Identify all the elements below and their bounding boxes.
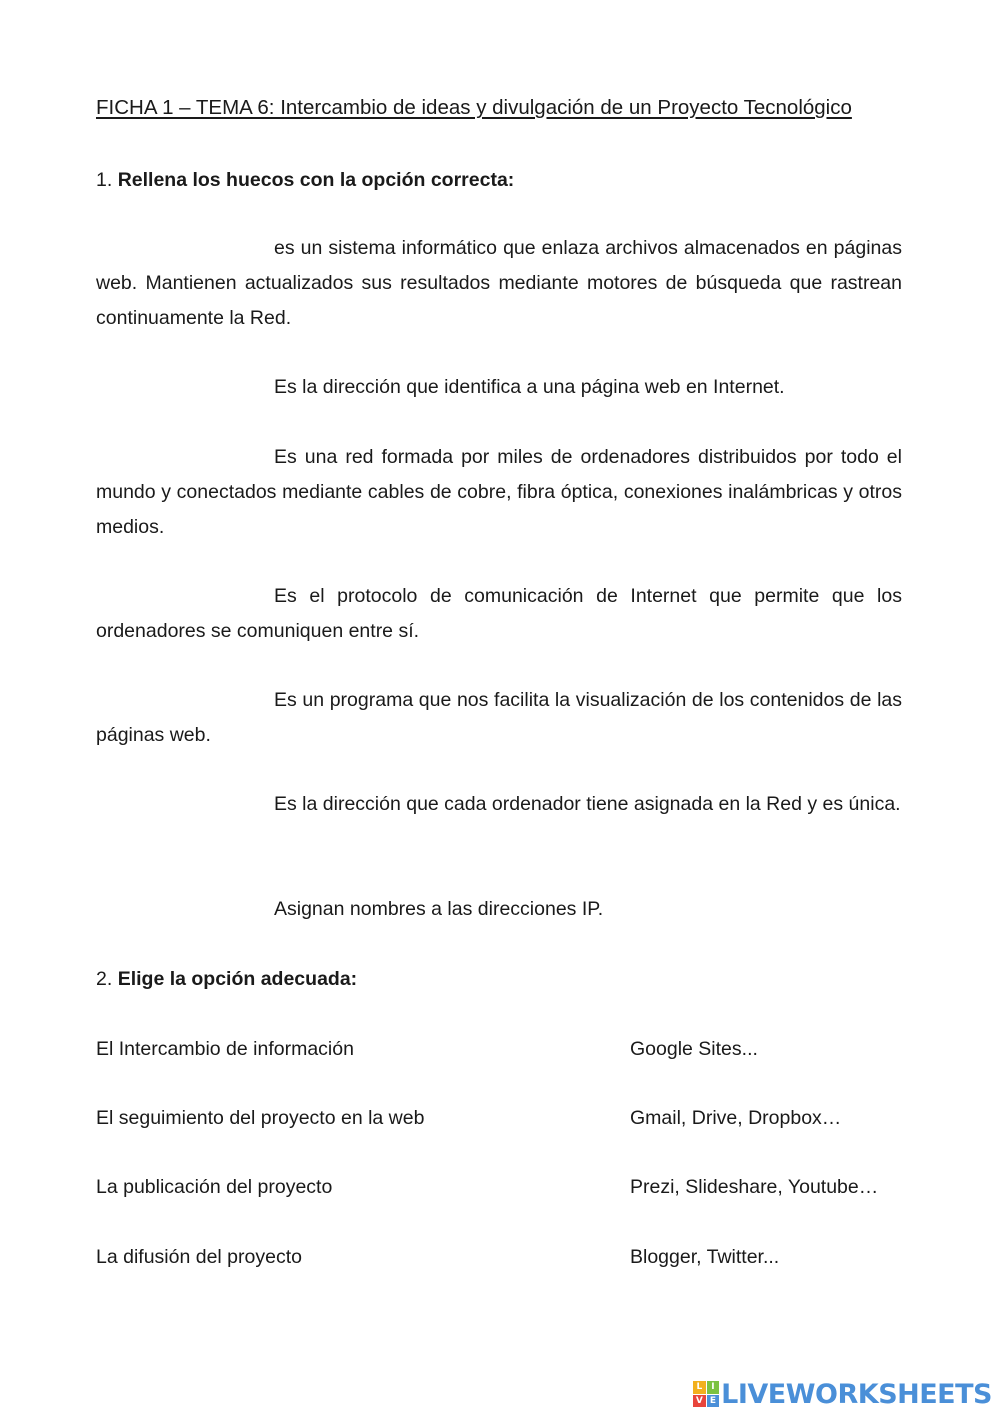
fill-item xyxy=(96,892,902,927)
match-right-option: Blogger, Twitter... xyxy=(630,1246,780,1268)
fill-item xyxy=(96,683,902,753)
logo-tile-i: I xyxy=(707,1381,720,1394)
logo-tile-e: E xyxy=(707,1395,720,1408)
match-left-item: La publicación del proyecto xyxy=(96,1176,333,1198)
fill-item-text: Es la dirección que identifica a una página web en Internet. xyxy=(274,376,785,398)
fill-item xyxy=(96,231,902,336)
fill-item xyxy=(96,787,902,822)
logo-tile-v: V xyxy=(693,1395,706,1408)
fill-item-text: es un sistema informático que enlaza archivos almacenados en páginas web. Mantienen actualizados sus resultados mediante motores de búsqueda que rastrean continuamente la Red. xyxy=(96,237,902,329)
section-2-number: 2. xyxy=(96,968,113,990)
fill-item-text: Es una red formada por miles de ordenadores distribuidos por todo el mundo y conectados mediante cables de cobre, fibra óptica, conexiones inalámbricas y otros medios. xyxy=(96,446,902,538)
logo-tile-l: L xyxy=(693,1381,706,1394)
match-row xyxy=(96,1103,902,1133)
section-2-heading xyxy=(96,966,357,992)
match-row xyxy=(96,1172,902,1202)
section-2-instruction: Elige la opción adecuada: xyxy=(117,968,358,990)
match-right-option: Prezi, Slideshare, Youtube… xyxy=(630,1176,879,1198)
match-left-item: El seguimiento del proyecto en la web xyxy=(96,1107,425,1129)
fill-item-text: Es el protocolo de comunicación de Internet que permite que los ordenadores se comuniquen entre sí. xyxy=(96,585,902,642)
fill-item-text: Es un programa que nos facilita la visualización de los contenidos de las páginas web. xyxy=(96,689,902,746)
match-right-option: Gmail, Drive, Dropbox… xyxy=(630,1107,842,1129)
fill-item-text: Es la dirección que cada ordenador tiene asignada en la Red y es única. xyxy=(274,793,901,815)
match-left-item: La difusión del proyecto xyxy=(96,1246,302,1268)
liveworksheets-wordmark: LIVEWORKSHEETS xyxy=(721,1378,992,1410)
fill-item xyxy=(96,440,902,545)
fill-item xyxy=(96,579,902,649)
fill-item xyxy=(96,370,902,405)
worksheet-title: FICHA 1 – TEMA 6: Intercambio de ideas y divulgación de un Proyecto Tecnológico xyxy=(96,96,852,119)
match-left-item: El Intercambio de información xyxy=(96,1038,354,1060)
match-row xyxy=(96,1034,902,1064)
fill-item-text: Asignan nombres a las direcciones IP. xyxy=(274,898,604,920)
match-row xyxy=(96,1242,902,1272)
section-1-number: 1. xyxy=(96,169,113,191)
liveworksheets-logo-icon xyxy=(693,1381,719,1407)
section-1-instruction: Rellena los huecos con la opción correcta: xyxy=(117,169,515,191)
section-1-heading xyxy=(96,167,514,193)
liveworksheets-brand xyxy=(693,1374,992,1414)
match-right-option: Google Sites... xyxy=(630,1038,758,1060)
